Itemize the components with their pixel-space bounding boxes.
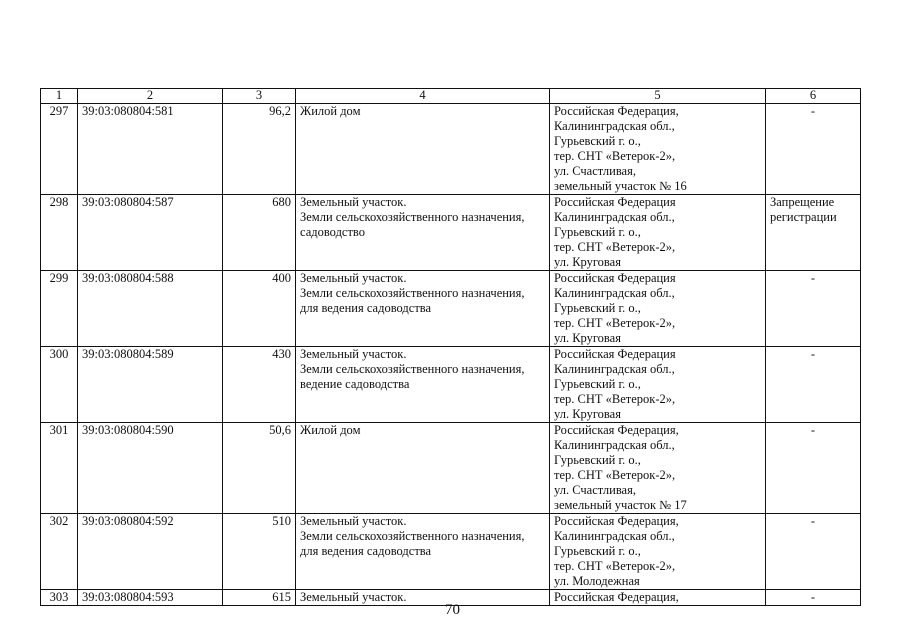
table-row xyxy=(41,423,861,514)
cell-number: 302 xyxy=(41,514,78,590)
column-header: 5 xyxy=(550,89,766,104)
cell-number: 300 xyxy=(41,347,78,423)
cell-address xyxy=(550,347,766,423)
description-line: Земельный участок. xyxy=(300,347,407,361)
encumbrance-line: - xyxy=(810,590,816,604)
address-line: тер. СНТ «Ветерок-2», xyxy=(554,149,676,163)
address-line: Гурьевский г. о., xyxy=(554,134,641,148)
address-line: ул. Круговая xyxy=(554,407,621,421)
address-line: ул. Круговая xyxy=(554,255,621,269)
cell-number: 299 xyxy=(41,271,78,347)
cell-cadastral-number: 39:03:080804:589 xyxy=(78,347,223,423)
cell-area: 400 xyxy=(223,271,296,347)
cell-number: 303 xyxy=(41,590,78,606)
address-line: Калининградская обл., xyxy=(554,286,675,300)
registry-table xyxy=(40,88,861,606)
address-line: Калининградская обл., xyxy=(554,362,675,376)
encumbrance-line: - xyxy=(810,104,816,118)
cell-encumbrance xyxy=(766,271,861,347)
cell-number: 301 xyxy=(41,423,78,514)
page-number: 70 xyxy=(445,602,460,618)
address-line: тер. СНТ «Ветерок-2», xyxy=(554,559,676,573)
cell-cadastral-number: 39:03:080804:581 xyxy=(78,104,223,195)
cell-description xyxy=(296,104,550,195)
cell-encumbrance xyxy=(766,104,861,195)
address-line: ул. Круговая xyxy=(554,331,621,345)
cell-address xyxy=(550,271,766,347)
address-line: Российская Федерация, xyxy=(554,104,679,118)
encumbrance-line: - xyxy=(810,347,816,361)
address-line: земельный участок № 16 xyxy=(554,179,687,193)
description-line: для ведения садоводства xyxy=(300,301,432,315)
description-line: Земельный участок. xyxy=(300,195,407,209)
cell-area: 50,6 xyxy=(223,423,296,514)
address-line: Российская Федерация xyxy=(554,195,676,209)
address-line: Калининградская обл., xyxy=(554,438,675,452)
address-line: Гурьевский г. о., xyxy=(554,544,641,558)
address-line: ул. Счастливая, xyxy=(554,164,636,178)
encumbrance-line: - xyxy=(810,271,816,285)
cell-description xyxy=(296,347,550,423)
address-line: Российская Федерация xyxy=(554,271,676,285)
cell-area: 615 xyxy=(223,590,296,606)
cell-address xyxy=(550,195,766,271)
address-line: земельный участок № 17 xyxy=(554,498,687,512)
column-header: 6 xyxy=(766,89,861,104)
table-header-row xyxy=(41,89,861,104)
cell-cadastral-number: 39:03:080804:590 xyxy=(78,423,223,514)
cell-address xyxy=(550,514,766,590)
address-line: Российская Федерация, xyxy=(554,423,679,437)
encumbrance-line: - xyxy=(810,423,816,437)
cell-area: 96,2 xyxy=(223,104,296,195)
cell-encumbrance xyxy=(766,514,861,590)
description-line: Земли сельскохозяйственного назначения, xyxy=(300,210,525,224)
description-line: Земельный участок. xyxy=(300,271,407,285)
description-line: садоводство xyxy=(300,225,366,239)
cell-area: 430 xyxy=(223,347,296,423)
table-row xyxy=(41,514,861,590)
description-line: для ведения садоводства xyxy=(300,544,432,558)
encumbrance-line: - xyxy=(810,514,816,528)
address-line: Гурьевский г. о., xyxy=(554,453,641,467)
address-line: тер. СНТ «Ветерок-2», xyxy=(554,468,676,482)
table-row xyxy=(41,271,861,347)
table-row xyxy=(41,195,861,271)
address-line: Калининградская обл., xyxy=(554,529,675,543)
address-line: тер. СНТ «Ветерок-2», xyxy=(554,392,676,406)
table-row xyxy=(41,347,861,423)
address-line: Российская Федерация, xyxy=(554,590,679,604)
description-line: Земли сельскохозяйственного назначения, xyxy=(300,529,525,543)
address-line: ул. Счастливая, xyxy=(554,483,636,497)
description-line: Жилой дом xyxy=(300,423,361,437)
address-line: тер. СНТ «Ветерок-2», xyxy=(554,240,676,254)
column-header: 4 xyxy=(296,89,550,104)
address-line: Гурьевский г. о., xyxy=(554,301,641,315)
description-line: Жилой дом xyxy=(300,104,361,118)
address-line: Калининградская обл., xyxy=(554,119,675,133)
description-line: ведение садоводства xyxy=(300,377,410,391)
column-header: 3 xyxy=(223,89,296,104)
cell-area: 680 xyxy=(223,195,296,271)
column-header: 1 xyxy=(41,89,78,104)
address-line: Российская Федерация xyxy=(554,347,676,361)
description-line: Земельный участок. xyxy=(300,590,407,604)
cell-description xyxy=(296,423,550,514)
encumbrance-line: Запрещение xyxy=(770,195,835,209)
address-line: Гурьевский г. о., xyxy=(554,225,641,239)
address-line: Российская Федерация, xyxy=(554,514,679,528)
cell-encumbrance xyxy=(766,347,861,423)
description-line: Земли сельскохозяйственного назначения, xyxy=(300,362,525,376)
table-row xyxy=(41,104,861,195)
cell-address xyxy=(550,104,766,195)
cell-cadastral-number: 39:03:080804:593 xyxy=(78,590,223,606)
cell-cadastral-number: 39:03:080804:588 xyxy=(78,271,223,347)
cell-number: 297 xyxy=(41,104,78,195)
cell-cadastral-number: 39:03:080804:587 xyxy=(78,195,223,271)
address-line: тер. СНТ «Ветерок-2», xyxy=(554,316,676,330)
cell-description xyxy=(296,271,550,347)
cell-encumbrance xyxy=(766,195,861,271)
column-header: 2 xyxy=(78,89,223,104)
cell-encumbrance xyxy=(766,423,861,514)
address-line: Гурьевский г. о., xyxy=(554,377,641,391)
address-line: Калининградская обл., xyxy=(554,210,675,224)
description-line: Земли сельскохозяйственного назначения, xyxy=(300,286,525,300)
encumbrance-line: регистрации xyxy=(770,210,837,224)
address-line: ул. Молодежная xyxy=(554,574,640,588)
cell-cadastral-number: 39:03:080804:592 xyxy=(78,514,223,590)
cell-number: 298 xyxy=(41,195,78,271)
cell-area: 510 xyxy=(223,514,296,590)
cell-description xyxy=(296,514,550,590)
cell-description xyxy=(296,195,550,271)
cell-address xyxy=(550,423,766,514)
description-line: Земельный участок. xyxy=(300,514,407,528)
